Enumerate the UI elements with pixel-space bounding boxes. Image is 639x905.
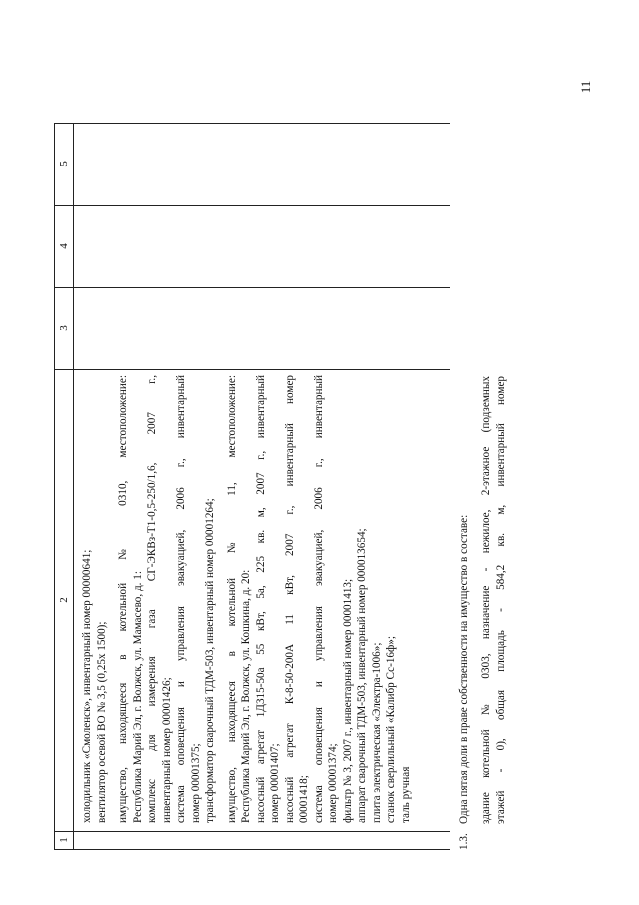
table-column-1 bbox=[55, 831, 450, 849]
text-line: таль ручная bbox=[399, 766, 412, 823]
text-line: комплекс для измерения газа СГ-ЭКВз-Т1-0,5-250/1,6, 2007 г., bbox=[146, 375, 158, 823]
column-header-4: 4 bbox=[58, 243, 70, 249]
text-line: система оповещения и управления эвакуацией, 2006 г., инвентарный bbox=[312, 375, 325, 823]
paragraph-gap bbox=[109, 375, 116, 823]
column-header-2: 2 bbox=[58, 597, 70, 603]
text-line: аппарат сварочный ТДМ-503, инвентарный номер 000013654; bbox=[356, 528, 368, 823]
text-line: плита электрическая «Электра-1006»; bbox=[370, 642, 383, 823]
text-line: 00001418; bbox=[298, 775, 310, 823]
text-line: имущество, находящееся в котельной № 11, местоположение: bbox=[225, 375, 238, 823]
table-column-3 bbox=[55, 287, 450, 369]
text-line: номер 00001375; bbox=[189, 743, 202, 823]
text-line: Республика Марий Эл, г. Волжск, ул. Кошкина, д. 20: bbox=[240, 569, 252, 823]
paragraph-gap bbox=[472, 376, 479, 824]
paragraph-gap bbox=[218, 375, 225, 823]
text-line: номер 00001374; bbox=[327, 743, 339, 823]
property-table bbox=[54, 123, 450, 850]
table-column-4 bbox=[55, 205, 450, 287]
text-line: имущество, находящееся в котельной № 0310, местоположение: bbox=[117, 375, 129, 823]
section-number: 1.3. bbox=[458, 833, 470, 850]
text-line: система оповещения и управления эвакуацией, 2006 г., инвентарный bbox=[175, 375, 187, 823]
text-line: станок сверлильный «Калибр Сс-16ф»; bbox=[385, 636, 397, 823]
text-line: номер 00001407; bbox=[269, 743, 281, 823]
text-line: здание котельной № 0303, назначение - нежилое, 2-этажное (подземных bbox=[480, 376, 492, 824]
rotated-page bbox=[42, 110, 574, 860]
column-header-3: 3 bbox=[58, 325, 70, 331]
column-header-5: 5 bbox=[58, 161, 70, 167]
section-text bbox=[457, 376, 509, 824]
text-line: вентилятор осевой ВО № 3,5 (0,25х 1500); bbox=[95, 621, 108, 823]
text-line: трансформатор сварочный ТДМ-503, инвентарный номер 00001264; bbox=[204, 498, 216, 823]
text-line: насосный агрегат К-8-50-200А 11 кВт, 2007 г., инвентарный номер bbox=[283, 375, 296, 823]
column-header-1: 1 bbox=[58, 837, 70, 843]
text-line: Республика Марий Эл, г. Волжск, ул. Мамасево, д. 1: bbox=[131, 571, 144, 823]
table-column-5 bbox=[55, 123, 450, 205]
table-cell-text bbox=[80, 375, 413, 823]
text-line: инвентарный номер 00001426; bbox=[160, 677, 173, 823]
table-header-divider bbox=[73, 123, 74, 849]
page-number: 11 bbox=[578, 80, 593, 94]
text-line: насосный агрегат 1Д315-50а 55 кВт, 5а, 225 кв. м, 2007 г., инвентарный bbox=[254, 375, 267, 823]
text-line: холодильник «Смоленск», инвентарный номер 00000641; bbox=[81, 549, 93, 823]
text-line: Одна пятая доли в праве собственности на имущество в составе: bbox=[458, 514, 470, 824]
text-line: этажей - 0), общая площадь - 584,2 кв. м, инвентарный номер bbox=[495, 376, 507, 824]
text-line: фильтр № 3, 2007 г., инвентарный номер 00001413; bbox=[341, 578, 354, 823]
